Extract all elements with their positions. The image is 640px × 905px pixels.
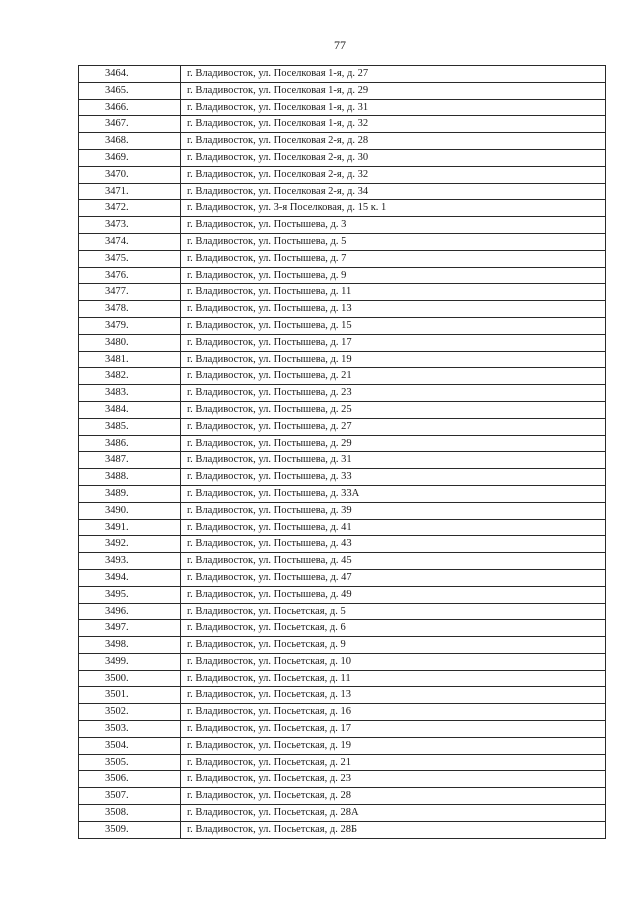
- row-number-cell: 3487.: [79, 452, 181, 469]
- address-cell: г. Владивосток, ул. Постышева, д. 49: [181, 586, 606, 603]
- table-row: [79, 821, 606, 838]
- row-number-cell: 3467.: [79, 116, 181, 133]
- row-number-cell: 3500.: [79, 670, 181, 687]
- table-row: [79, 519, 606, 536]
- address-cell: г. Владивосток, ул. Посьетская, д. 23: [181, 771, 606, 788]
- table-row: [79, 149, 606, 166]
- address-cell: г. Владивосток, ул. Постышева, д. 45: [181, 553, 606, 570]
- address-cell: г. Владивосток, ул. Постышева, д. 33А: [181, 485, 606, 502]
- address-cell: г. Владивосток, ул. Постышева, д. 3: [181, 217, 606, 234]
- table-row: [79, 66, 606, 83]
- table-row: [79, 334, 606, 351]
- table-row: [79, 754, 606, 771]
- address-cell: г. Владивосток, ул. Поселковая 1-я, д. 29: [181, 82, 606, 99]
- address-cell: г. Владивосток, ул. Постышева, д. 43: [181, 536, 606, 553]
- row-number-cell: 3466.: [79, 99, 181, 116]
- table-row: [79, 502, 606, 519]
- address-cell: г. Владивосток, ул. Посьетская, д. 13: [181, 687, 606, 704]
- row-number-cell: 3509.: [79, 821, 181, 838]
- row-number-cell: 3490.: [79, 502, 181, 519]
- address-cell: г. Владивосток, ул. Постышева, д. 11: [181, 284, 606, 301]
- address-cell: г. Владивосток, ул. Постышева, д. 19: [181, 351, 606, 368]
- address-cell: г. Владивосток, ул. Постышева, д. 29: [181, 435, 606, 452]
- address-cell: г. Владивосток, ул. Посьетская, д. 6: [181, 620, 606, 637]
- address-cell: г. Владивосток, ул. Посьетская, д. 19: [181, 737, 606, 754]
- table-row: [79, 166, 606, 183]
- table-row: [79, 704, 606, 721]
- table-row: [79, 771, 606, 788]
- table-row: [79, 401, 606, 418]
- address-cell: г. Владивосток, ул. Постышева, д. 13: [181, 301, 606, 318]
- table-row: [79, 351, 606, 368]
- address-cell: г. Владивосток, ул. Постышева, д. 47: [181, 569, 606, 586]
- table-row: [79, 553, 606, 570]
- row-number-cell: 3476.: [79, 267, 181, 284]
- table-row: [79, 805, 606, 822]
- table-row: [79, 485, 606, 502]
- address-cell: г. Владивосток, ул. Постышева, д. 41: [181, 519, 606, 536]
- row-number-cell: 3505.: [79, 754, 181, 771]
- address-cell: г. Владивосток, ул. Поселковая 1-я, д. 32: [181, 116, 606, 133]
- row-number-cell: 3478.: [79, 301, 181, 318]
- table-row: [79, 687, 606, 704]
- address-cell: г. Владивосток, ул. Посьетская, д. 10: [181, 653, 606, 670]
- table-row: [79, 267, 606, 284]
- row-number-cell: 3507.: [79, 788, 181, 805]
- address-cell: г. Владивосток, ул. Посьетская, д. 28А: [181, 805, 606, 822]
- row-number-cell: 3472.: [79, 200, 181, 217]
- table-row: [79, 603, 606, 620]
- table-row: [79, 418, 606, 435]
- row-number-cell: 3494.: [79, 569, 181, 586]
- address-cell: г. Владивосток, ул. Поселковая 2-я, д. 30: [181, 149, 606, 166]
- address-cell: г. Владивосток, ул. Постышева, д. 17: [181, 334, 606, 351]
- table-row: [79, 586, 606, 603]
- table-row: [79, 385, 606, 402]
- row-number-cell: 3503.: [79, 721, 181, 738]
- row-number-cell: 3486.: [79, 435, 181, 452]
- row-number-cell: 3499.: [79, 653, 181, 670]
- row-number-cell: 3489.: [79, 485, 181, 502]
- table-row: [79, 116, 606, 133]
- row-number-cell: 3469.: [79, 149, 181, 166]
- row-number-cell: 3498.: [79, 637, 181, 654]
- row-number-cell: 3491.: [79, 519, 181, 536]
- table-row: [79, 536, 606, 553]
- table-row: [79, 99, 606, 116]
- table-row: [79, 452, 606, 469]
- address-cell: г. Владивосток, ул. Постышева, д. 39: [181, 502, 606, 519]
- table-row: [79, 183, 606, 200]
- row-number-cell: 3483.: [79, 385, 181, 402]
- row-number-cell: 3497.: [79, 620, 181, 637]
- row-number-cell: 3508.: [79, 805, 181, 822]
- table-row: [79, 250, 606, 267]
- address-cell: г. Владивосток, ул. Постышева, д. 21: [181, 368, 606, 385]
- table-row: [79, 620, 606, 637]
- table-row: [79, 721, 606, 738]
- address-cell: г. Владивосток, ул. Посьетская, д. 28Б: [181, 821, 606, 838]
- table-row: [79, 569, 606, 586]
- address-cell: г. Владивосток, ул. Посьетская, д. 17: [181, 721, 606, 738]
- address-cell: г. Владивосток, ул. Постышева, д. 5: [181, 233, 606, 250]
- table-row: [79, 82, 606, 99]
- address-cell: г. Владивосток, ул. Постышева, д. 9: [181, 267, 606, 284]
- row-number-cell: 3474.: [79, 233, 181, 250]
- address-cell: г. Владивосток, ул. Поселковая 2-я, д. 34: [181, 183, 606, 200]
- row-number-cell: 3465.: [79, 82, 181, 99]
- address-cell: г. Владивосток, ул. Посьетская, д. 5: [181, 603, 606, 620]
- row-number-cell: 3493.: [79, 553, 181, 570]
- page-number: 77: [334, 38, 346, 52]
- address-cell: г. Владивосток, ул. Поселковая 1-я, д. 31: [181, 99, 606, 116]
- table-row: [79, 284, 606, 301]
- table-row: [79, 217, 606, 234]
- row-number-cell: 3468.: [79, 133, 181, 150]
- row-number-cell: 3504.: [79, 737, 181, 754]
- row-number-cell: 3496.: [79, 603, 181, 620]
- address-cell: г. Владивосток, ул. Постышева, д. 7: [181, 250, 606, 267]
- address-cell: г. Владивосток, ул. Посьетская, д. 9: [181, 637, 606, 654]
- row-number-cell: 3477.: [79, 284, 181, 301]
- row-number-cell: 3482.: [79, 368, 181, 385]
- address-cell: г. Владивосток, ул. 3-я Поселковая, д. 15 к. 1: [181, 200, 606, 217]
- address-cell: г. Владивосток, ул. Постышева, д. 25: [181, 401, 606, 418]
- address-table-body: [79, 66, 606, 839]
- table-row: [79, 435, 606, 452]
- address-cell: г. Владивосток, ул. Постышева, д. 23: [181, 385, 606, 402]
- row-number-cell: 3481.: [79, 351, 181, 368]
- row-number-cell: 3473.: [79, 217, 181, 234]
- row-number-cell: 3480.: [79, 334, 181, 351]
- address-cell: г. Владивосток, ул. Поселковая 2-я, д. 32: [181, 166, 606, 183]
- table-row: [79, 469, 606, 486]
- row-number-cell: 3464.: [79, 66, 181, 83]
- address-cell: г. Владивосток, ул. Посьетская, д. 21: [181, 754, 606, 771]
- row-number-cell: 3502.: [79, 704, 181, 721]
- table-row: [79, 737, 606, 754]
- row-number-cell: 3470.: [79, 166, 181, 183]
- address-cell: г. Владивосток, ул. Постышева, д. 31: [181, 452, 606, 469]
- address-cell: г. Владивосток, ул. Постышева, д. 27: [181, 418, 606, 435]
- table-row: [79, 368, 606, 385]
- address-cell: г. Владивосток, ул. Посьетская, д. 16: [181, 704, 606, 721]
- address-cell: г. Владивосток, ул. Посьетская, д. 11: [181, 670, 606, 687]
- address-cell: г. Владивосток, ул. Постышева, д. 33: [181, 469, 606, 486]
- table-row: [79, 133, 606, 150]
- row-number-cell: 3492.: [79, 536, 181, 553]
- address-cell: г. Владивосток, ул. Посьетская, д. 28: [181, 788, 606, 805]
- address-cell: г. Владивосток, ул. Постышева, д. 15: [181, 317, 606, 334]
- address-table: [78, 65, 606, 839]
- row-number-cell: 3479.: [79, 317, 181, 334]
- address-cell: г. Владивосток, ул. Поселковая 1-я, д. 27: [181, 66, 606, 83]
- table-row: [79, 788, 606, 805]
- row-number-cell: 3506.: [79, 771, 181, 788]
- table-row: [79, 653, 606, 670]
- table-row: [79, 301, 606, 318]
- row-number-cell: 3471.: [79, 183, 181, 200]
- row-number-cell: 3484.: [79, 401, 181, 418]
- address-cell: г. Владивосток, ул. Поселковая 2-я, д. 28: [181, 133, 606, 150]
- table-row: [79, 637, 606, 654]
- row-number-cell: 3488.: [79, 469, 181, 486]
- table-row: [79, 200, 606, 217]
- table-row: [79, 670, 606, 687]
- table-row: [79, 233, 606, 250]
- row-number-cell: 3495.: [79, 586, 181, 603]
- row-number-cell: 3501.: [79, 687, 181, 704]
- table-row: [79, 317, 606, 334]
- row-number-cell: 3485.: [79, 418, 181, 435]
- row-number-cell: 3475.: [79, 250, 181, 267]
